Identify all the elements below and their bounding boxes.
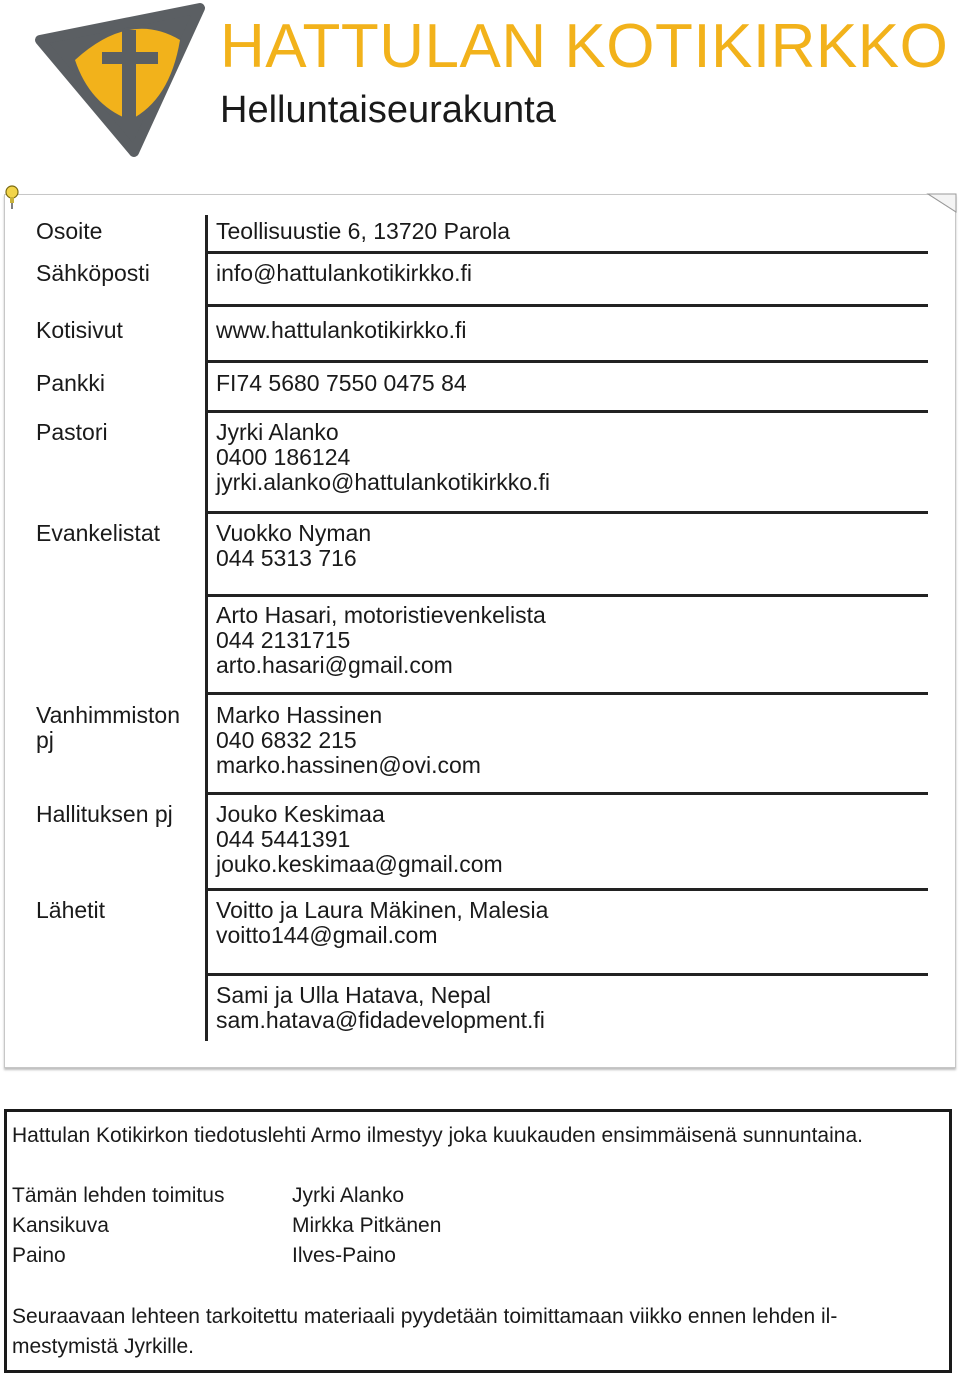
church-logo: [30, 0, 210, 160]
email-link[interactable]: sam.hatava@fidadevelopment.fi: [216, 1007, 545, 1033]
row-divider: [205, 360, 928, 363]
email-link[interactable]: voitto144@gmail.com: [216, 922, 438, 948]
credit-role: Tämän lehden toimitus: [12, 1184, 225, 1207]
label-osoite: Osoite: [36, 218, 103, 244]
value-missionary-1: [216, 898, 548, 948]
label-line: Vanhimmiston: [36, 702, 181, 728]
credit-name: Jyrki Alanko: [292, 1184, 405, 1207]
value-evangelist-1: [216, 521, 371, 571]
email-link[interactable]: info@hattulankotikirkko.fi: [216, 260, 473, 286]
row-divider: [205, 888, 928, 891]
label-line: pj: [36, 727, 54, 753]
phone-number: 044 2131715: [216, 627, 351, 653]
column-divider: [205, 215, 208, 1041]
submission-note: mestymistä Jyrkille.: [12, 1335, 195, 1358]
label-sahkoposti: Sähköposti: [36, 260, 150, 286]
row-divider: [205, 410, 928, 413]
label-vanhimmiston-pj: [36, 703, 180, 753]
row-divider: [205, 692, 928, 695]
label-evankelistat: Evankelistat: [36, 520, 161, 546]
value-missionary-2: [216, 983, 545, 1033]
person-name: Sami ja Ulla Hatava, Nepal: [216, 982, 491, 1008]
person-name: Arto Hasari, motoristievenkelista: [216, 602, 546, 628]
email-link[interactable]: jouko.keskimaa@gmail.com: [216, 851, 503, 877]
person-name: Jouko Keskimaa: [216, 801, 385, 827]
phone-number: 044 5313 716: [216, 545, 357, 571]
label-lahetit: Lähetit: [36, 897, 106, 923]
website-link[interactable]: www.hattulankotikirkko.fi: [216, 317, 467, 343]
phone-number: 040 6832 215: [216, 727, 357, 753]
church-subtitle: Helluntaiseurakunta: [220, 89, 556, 131]
value-bank: [216, 371, 467, 396]
email-link[interactable]: marko.hassinen@ovi.com: [216, 752, 481, 778]
value-line: Teollisuustie 6, 13720 Parola: [216, 218, 511, 244]
value-line: FI74 5680 7550 0475 84: [216, 370, 467, 396]
credit-name: Mirkka Pitkänen: [292, 1214, 442, 1237]
row-divider: [205, 973, 928, 976]
value-email[interactable]: [216, 261, 472, 286]
email-link[interactable]: jyrki.alanko@hattulankotikirkko.fi: [216, 469, 550, 495]
page-curl-icon: [926, 192, 958, 216]
person-name: Jyrki Alanko: [216, 419, 339, 445]
person-name: Marko Hassinen: [216, 702, 383, 728]
value-board-chair: [216, 802, 503, 877]
phone-number: 0400 186124: [216, 444, 351, 470]
church-name: HATTULAN KOTIKIRKKO: [220, 12, 949, 81]
row-divider: [205, 304, 928, 307]
email-link[interactable]: arto.hasari@gmail.com: [216, 652, 453, 678]
credit-role: Paino: [12, 1244, 66, 1267]
label-kotisivut: Kotisivut: [36, 317, 123, 343]
person-name: Voitto ja Laura Mäkinen, Malesia: [216, 897, 549, 923]
label-hallituksen-pj: Hallituksen pj: [36, 801, 173, 827]
value-elders-chair: [216, 703, 481, 778]
person-name: Vuokko Nyman: [216, 520, 372, 546]
value-address: [216, 219, 510, 244]
pushpin-icon: [2, 184, 22, 210]
row-divider: [205, 511, 928, 514]
label-pankki: Pankki: [36, 370, 106, 396]
credit-role: Kansikuva: [12, 1214, 109, 1237]
credit-name: Ilves-Paino: [292, 1244, 396, 1267]
value-website[interactable]: [216, 318, 467, 343]
row-divider: [205, 594, 928, 597]
label-pastori: Pastori: [36, 419, 108, 445]
row-divider: [205, 251, 928, 254]
row-divider: [205, 792, 928, 795]
value-pastor: [216, 420, 550, 495]
value-evangelist-2: [216, 603, 546, 678]
submission-note: Seuraavaan lehteen tarkoitettu materiaali pyydetään toimittamaan viikko ennen lehden il-: [12, 1305, 838, 1328]
newsletter-intro: Hattulan Kotikirkon tiedotuslehti Armo ilmestyy joka kuukauden ensimmäisenä sunnuntaina.: [12, 1124, 863, 1147]
phone-number: 044 5441391: [216, 826, 351, 852]
